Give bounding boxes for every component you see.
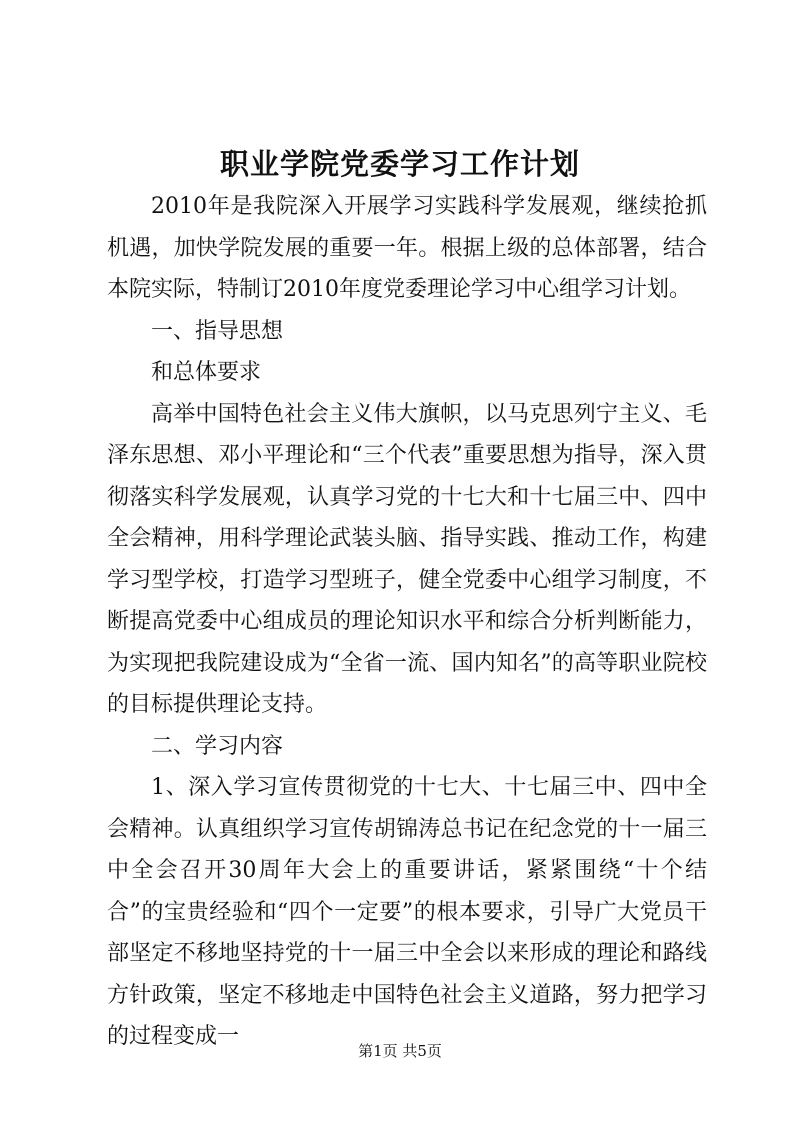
paragraph-guiding-thought: 高举中国特色社会主义伟大旗帜，以马克思列宁主义、毛泽东思想、邓小平理论和“三个代表”重要思想为指导，深入贯彻落实科学发展观，认真学习党的十七大和十七届三中、四中全会精神，用科学理论武装头脑、指导实践、推动工作，构建学习型学校，打造学习型班子，健全党委中心组学习制度，不断提高党委中心组成员的理论知识水平和综合分析判断能力，为实现把我院建设成为“全省一流、国内知名”的高等职业院校的目标提供理论支持。 <box>107 401 707 717</box>
document-body <box>107 186 707 1058</box>
page-footer: 第1页 共5页 <box>358 1042 442 1060</box>
section-heading-study-content: 二、学习内容 <box>151 733 284 759</box>
document-title: 职业学院党委学习工作计划 <box>219 147 580 181</box>
section-heading-guiding-thought: 一、指导思想 <box>151 318 284 344</box>
paragraph-intro: 2010年是我院深入开展学习实践科学发展观，继续抢抓机遇，加快学院发展的重要一年。根据上级的总体部署，结合本院实际，特制订2010年度党委理论学习中心组学习计划。 <box>107 194 707 302</box>
paragraph-study-item-1: 1、深入学习宣传贯彻党的十七大、十七届三中、四中全会精神。认真组织学习宣传胡锦涛总书记在纪念党的十一届三中全会召开30周年大会上的重要讲话，紧紧围绕“十个结合”的宝贵经验和“四个一定要”的根本要求，引导广大党员干部坚定不移地坚持党的十一届三中全会以来形成的理论和路线方针政策，坚定不移地走中国特色社会主义道路，努力把学习的过程变成一 <box>107 775 707 1049</box>
section-heading-overall-requirements: 和总体要求 <box>151 360 262 385</box>
